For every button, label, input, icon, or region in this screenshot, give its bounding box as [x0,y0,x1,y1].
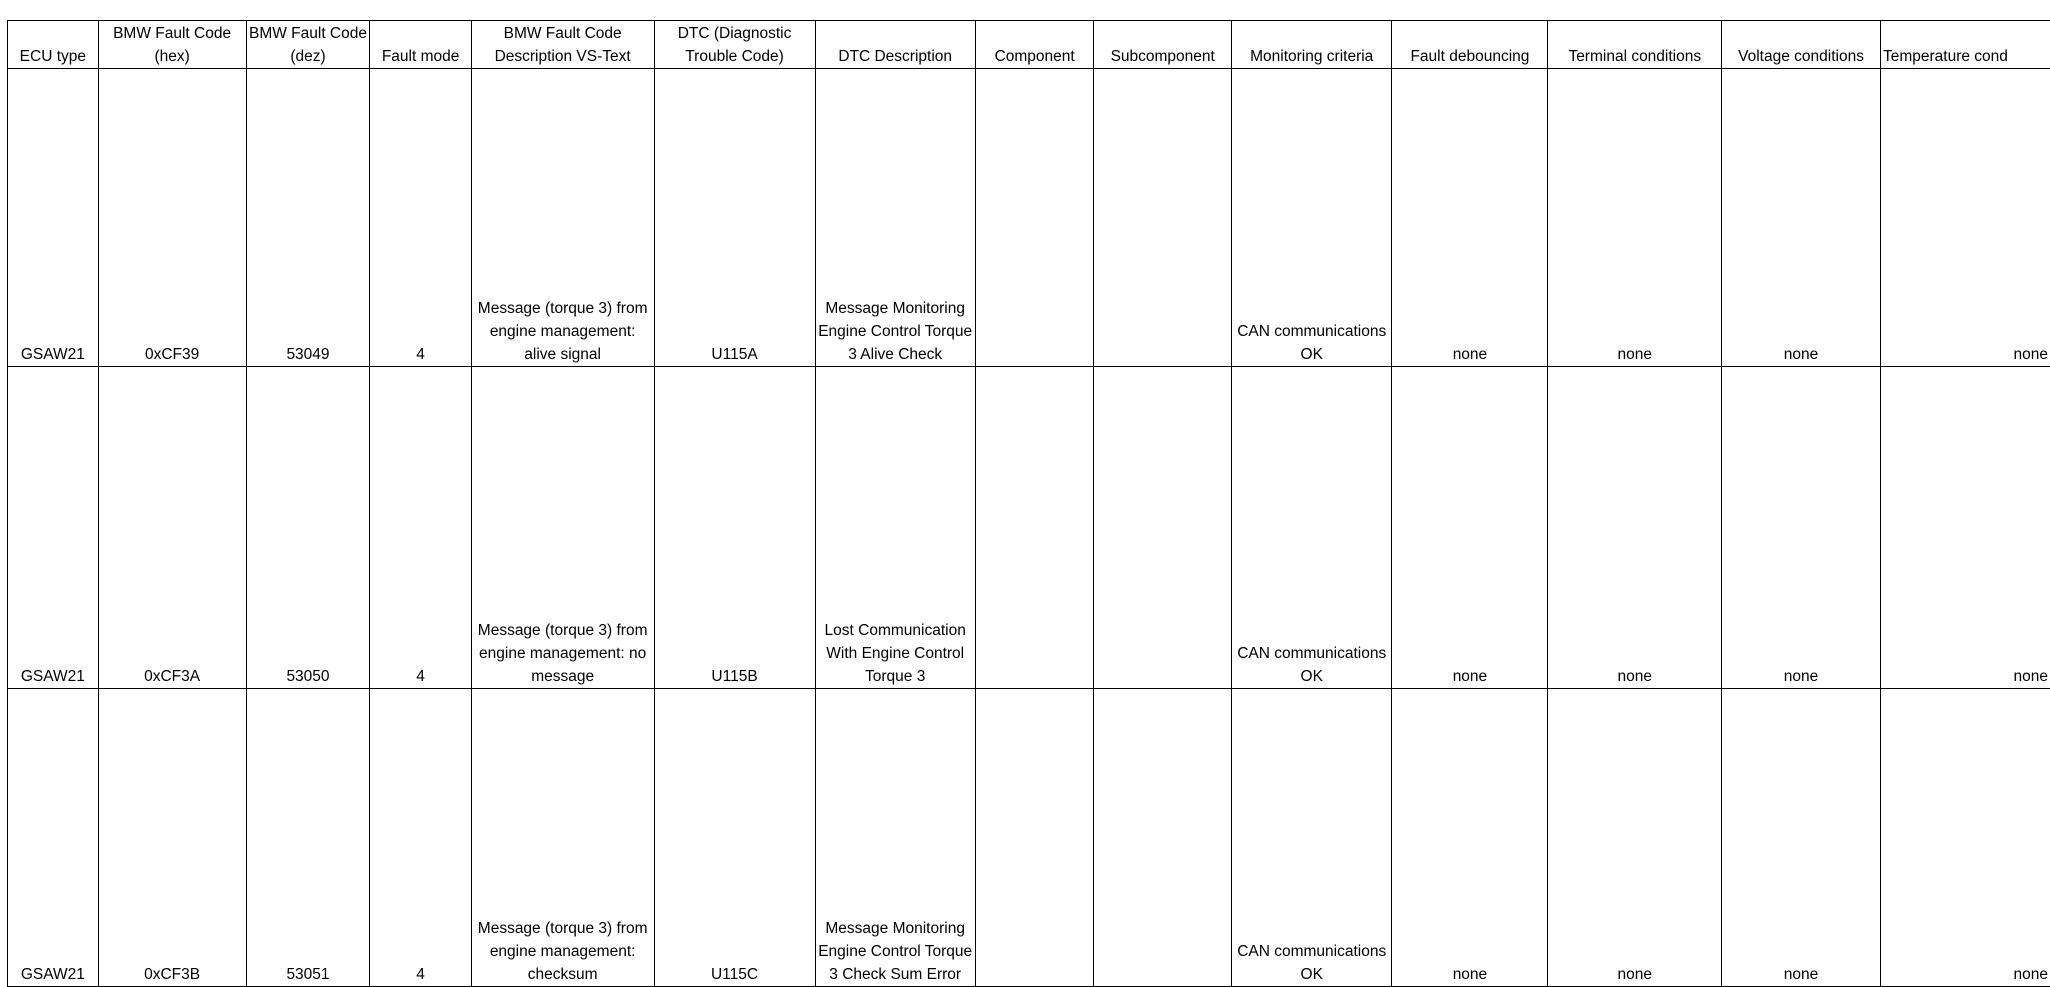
header-terminal-conditions: Terminal conditions [1548,21,1722,69]
cell-vs-text: Message (torque 3) from engine management: alive signal [471,69,654,367]
header-fault-code-hex: BMW Fault Code (hex) [98,21,246,69]
cell-fault-code-dez: 53050 [246,367,370,689]
cell-terminal-conditions: none [1548,689,1722,987]
cell-terminal-conditions: none [1548,69,1722,367]
header-fault-debouncing: Fault debouncing [1392,21,1548,69]
header-subcomponent: Subcomponent [1094,21,1232,69]
cell-subcomponent [1094,689,1232,987]
cell-dtc: U115B [654,367,815,689]
cell-fault-mode: 4 [370,689,471,987]
cell-fault-debouncing: none [1392,367,1548,689]
header-ecu-type: ECU type [8,21,99,69]
cell-voltage-conditions: none [1722,367,1881,689]
cell-temperature-conditions: none [1880,689,2050,987]
cell-ecu-type: GSAW21 [8,69,99,367]
header-fault-mode: Fault mode [370,21,471,69]
cell-dtc-description: Message Monitoring Engine Control Torque 3 Check Sum Error [815,689,975,987]
cell-component [975,367,1094,689]
cell-monitoring-criteria: CAN communications OK [1232,689,1392,987]
header-fault-code-dez: BMW Fault Code (dez) [246,21,370,69]
cell-fault-code-hex: 0xCF3B [98,689,246,987]
cell-subcomponent [1094,367,1232,689]
cell-component [975,69,1094,367]
table-row [8,69,2050,367]
cell-temperature-conditions: none [1880,69,2050,367]
header-dtc: DTC (Diagnostic Trouble Code) [654,21,815,69]
header-vs-text: BMW Fault Code Description VS-Text [471,21,654,69]
cell-fault-code-hex: 0xCF39 [98,69,246,367]
header-dtc-description: DTC Description [815,21,975,69]
cell-fault-mode: 4 [370,69,471,367]
table-row [8,689,2050,987]
cell-monitoring-criteria: CAN communications OK [1232,69,1392,367]
cell-dtc: U115C [654,689,815,987]
cell-voltage-conditions: none [1722,689,1881,987]
cell-component [975,689,1094,987]
header-voltage-conditions: Voltage conditions [1722,21,1881,69]
cell-vs-text: Message (torque 3) from engine management: no message [471,367,654,689]
cell-ecu-type: GSAW21 [8,367,99,689]
cell-fault-mode: 4 [370,367,471,689]
header-row [8,21,2050,69]
table-row [8,367,2050,689]
cell-fault-code-hex: 0xCF3A [98,367,246,689]
cell-subcomponent [1094,69,1232,367]
fault-code-table [7,20,2050,987]
header-component: Component [975,21,1094,69]
cell-fault-debouncing: none [1392,689,1548,987]
cell-terminal-conditions: none [1548,367,1722,689]
cell-dtc-description: Lost Communication With Engine Control Torque 3 [815,367,975,689]
cell-temperature-conditions: none [1880,367,2050,689]
cell-ecu-type: GSAW21 [8,689,99,987]
cell-vs-text: Message (torque 3) from engine management: checksum [471,689,654,987]
header-temperature-conditions: Temperature cond [1880,21,2050,69]
cell-fault-debouncing: none [1392,69,1548,367]
cell-dtc-description: Message Monitoring Engine Control Torque 3 Alive Check [815,69,975,367]
cell-fault-code-dez: 53049 [246,69,370,367]
cell-monitoring-criteria: CAN communications OK [1232,367,1392,689]
header-monitoring-criteria: Monitoring criteria [1232,21,1392,69]
cell-fault-code-dez: 53051 [246,689,370,987]
cell-dtc: U115A [654,69,815,367]
cell-voltage-conditions: none [1722,69,1881,367]
